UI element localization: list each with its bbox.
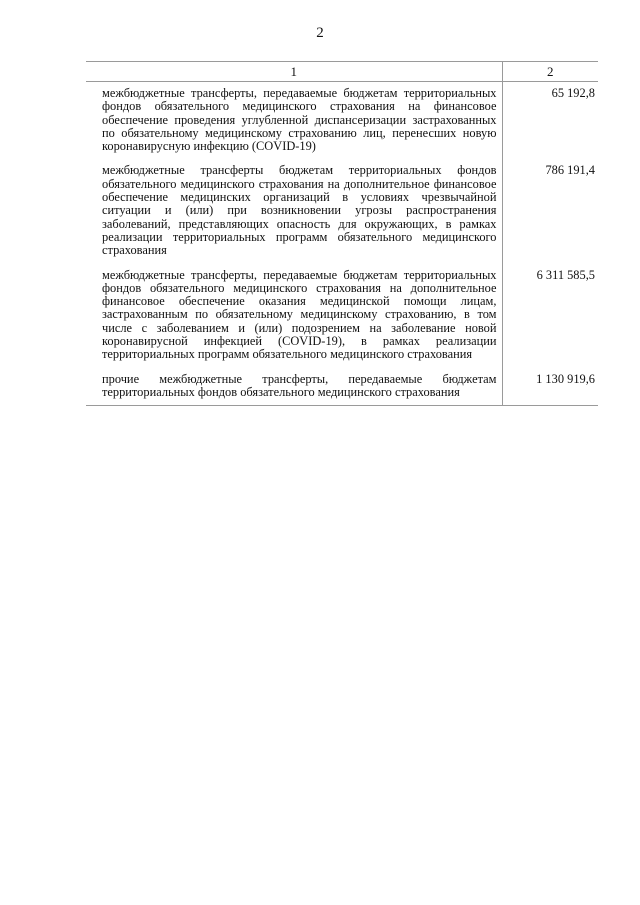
row-value: 1 130 919,6 xyxy=(502,368,598,406)
row-description: прочие межбюджетные трансферты, передаваемые бюджетам территориальных фондов обязательного медицинского страхования xyxy=(86,368,502,406)
table-header-row xyxy=(86,62,598,82)
row-value: 65 192,8 xyxy=(502,82,598,160)
column-header-2: 2 xyxy=(502,62,598,82)
row-description: межбюджетные трансферты, передаваемые бюджетам территориальных фондов обязательного медицинского страхования на дополнительное финансовое обеспечение оказания медицинской помощи лицам, застрахованным по обязательному медицинскому страхованию, в том числе с заболеванием и (или) подозрением на заболевание новой коронавирусной инфекцией (COVID-19), в рамках реализации территориальных программ обязательного медицинского страхования xyxy=(102,267,497,362)
budget-table xyxy=(86,61,598,406)
column-header-1: 1 xyxy=(86,62,502,82)
table-row xyxy=(86,264,598,368)
row-value: 786 191,4 xyxy=(502,159,598,263)
row-description: межбюджетные трансферты, передаваемые бюджетам территориальных фондов обязательного медицинского страхования на финансовое обеспечение проведения углубленной диспансеризации застрахованных по обязательному медицинскому страхованию лиц, перенесших новую коронавирусную инфекцию (COVID-19) xyxy=(102,86,497,154)
table-row xyxy=(86,159,598,263)
row-value: 6 311 585,5 xyxy=(502,264,598,368)
table-row xyxy=(86,82,598,160)
row-description: межбюджетные трансферты бюджетам территориальных фондов обязательного медицинского страхования на дополнительное финансовое обеспечение медицинских организаций в условиях чрезвычайной ситуации и (или) при возникновении угрозы распространения заболеваний, представляющих опасность для окружающих, в рамках реализации территориальных программ обязательного медицинского страхования xyxy=(102,163,497,258)
page-number: 2 xyxy=(316,25,324,41)
table-row xyxy=(86,368,598,406)
